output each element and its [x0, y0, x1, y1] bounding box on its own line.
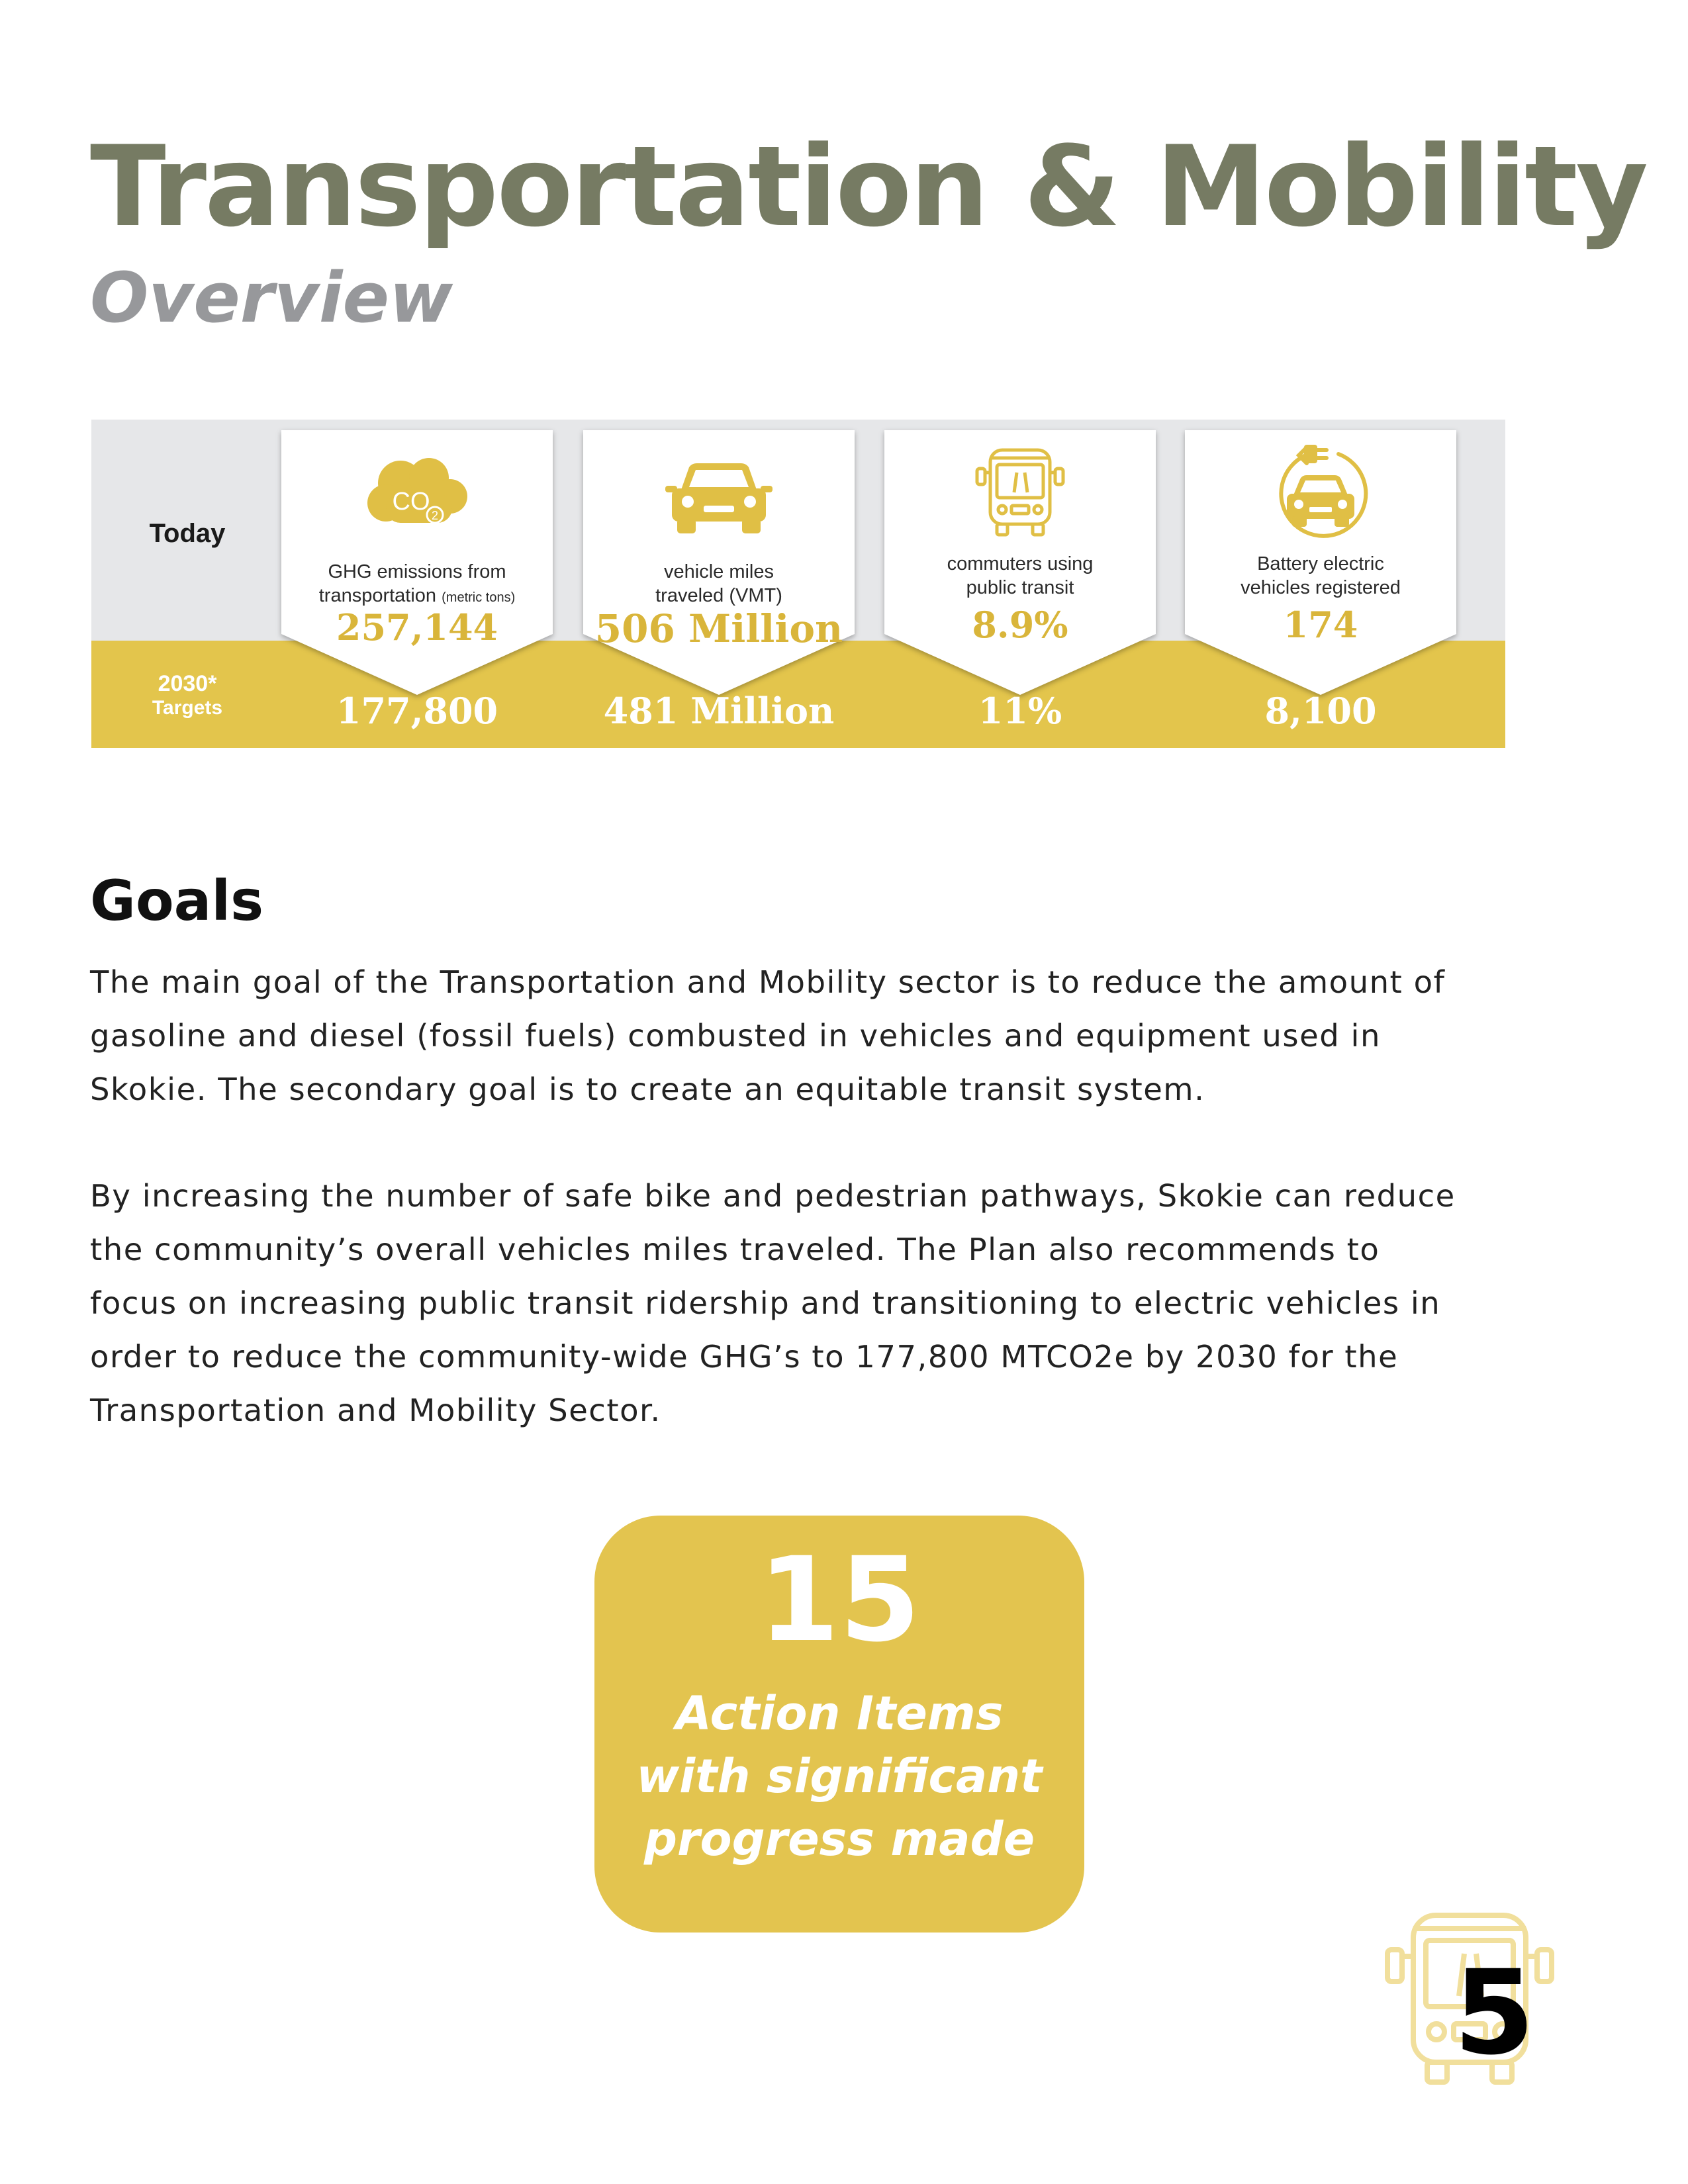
action-caption-line: Action Items	[675, 1686, 1004, 1741]
metric-label-note: (metric tons)	[442, 590, 516, 605]
co2-text: CO	[392, 488, 430, 516]
metric-target-value-ghg: 177,800	[336, 690, 498, 732]
page-title: Transportation & Mobility	[90, 122, 1646, 251]
paragraph-line: order to reduce the community-wide GHG’s to 177,800 MTCO2e by 2030 for the	[90, 1339, 1399, 1375]
metric-label-line1: GHG emissions from	[328, 561, 506, 582]
paragraph-line: The main goal of the Transportation and Mobility sector is to reduce the amount of	[90, 964, 1446, 1000]
goals-paragraph-2	[90, 1169, 1579, 1437]
metric-target-value-transit: 11%	[978, 690, 1062, 732]
metric-card-ghg	[281, 430, 553, 695]
metric-card-transit	[884, 430, 1156, 695]
metric-label-line1: Battery electric	[1257, 553, 1384, 574]
paragraph-line: Transportation and Mobility Sector.	[90, 1392, 661, 1428]
metric-today-value: 174	[1283, 604, 1358, 646]
page-subtitle: Overview	[90, 257, 453, 338]
electric-car-plug-icon	[1185, 442, 1456, 541]
paragraph-line: gasoline and diesel (fossil fuels) combusted in vehicles and equipment used in	[90, 1018, 1381, 1054]
co2-subscript: 2	[431, 509, 439, 522]
metric-label	[884, 552, 1156, 600]
metric-card-vmt	[583, 430, 855, 695]
metric-today-value: 257,144	[336, 606, 498, 649]
action-items-caption	[594, 1682, 1084, 1871]
car-icon	[583, 462, 855, 535]
metric-label-line2: transportation	[318, 585, 437, 606]
goals-paragraph-1	[90, 956, 1579, 1116]
targets-year: 2030*	[158, 671, 217, 696]
metric-label	[281, 560, 553, 610]
metric-label-line1: commuters using	[947, 553, 1094, 574]
targets-label	[91, 671, 283, 720]
paragraph-line: By increasing the number of safe bike and pedestrian pathways, Skokie can reduce	[90, 1178, 1456, 1214]
metric-today-value: 506 Million	[594, 606, 843, 651]
metric-label-line2: vehicles registered	[1241, 577, 1401, 598]
targets-text: Targets	[152, 697, 223, 719]
action-items-box	[594, 1516, 1084, 1933]
action-caption-line: with significant	[636, 1749, 1043, 1803]
paragraph-line: Skokie. The secondary goal is to create an equitable transit system.	[90, 1071, 1205, 1107]
metric-label	[1185, 552, 1456, 600]
bus-icon	[884, 446, 1156, 539]
metrics-infographic	[91, 420, 1505, 748]
metric-label-line2: traveled (VMT)	[655, 585, 782, 606]
metric-label	[583, 560, 855, 608]
paragraph-line: the community’s overall vehicles miles traveled. The Plan also recommends to	[90, 1232, 1380, 1267]
metric-today-value: 8.9%	[972, 604, 1068, 646]
goals-heading: Goals	[90, 868, 264, 933]
paragraph-line: focus on increasing public transit ridership and transitioning to electric vehicles in	[90, 1285, 1441, 1321]
metric-target-value-vmt: 481 Million	[603, 690, 835, 732]
metric-label-line2: public transit	[966, 577, 1074, 598]
action-caption-line: progress made	[643, 1812, 1035, 1866]
metric-target-value-ev: 8,100	[1264, 690, 1377, 732]
today-label: Today	[149, 519, 226, 548]
co2-cloud-icon	[281, 455, 553, 535]
action-items-count: 15	[758, 1532, 921, 1668]
metric-label-line1: vehicle miles	[664, 561, 774, 582]
metric-card-ev	[1185, 430, 1456, 695]
page-number: 5	[1454, 1945, 1535, 2081]
